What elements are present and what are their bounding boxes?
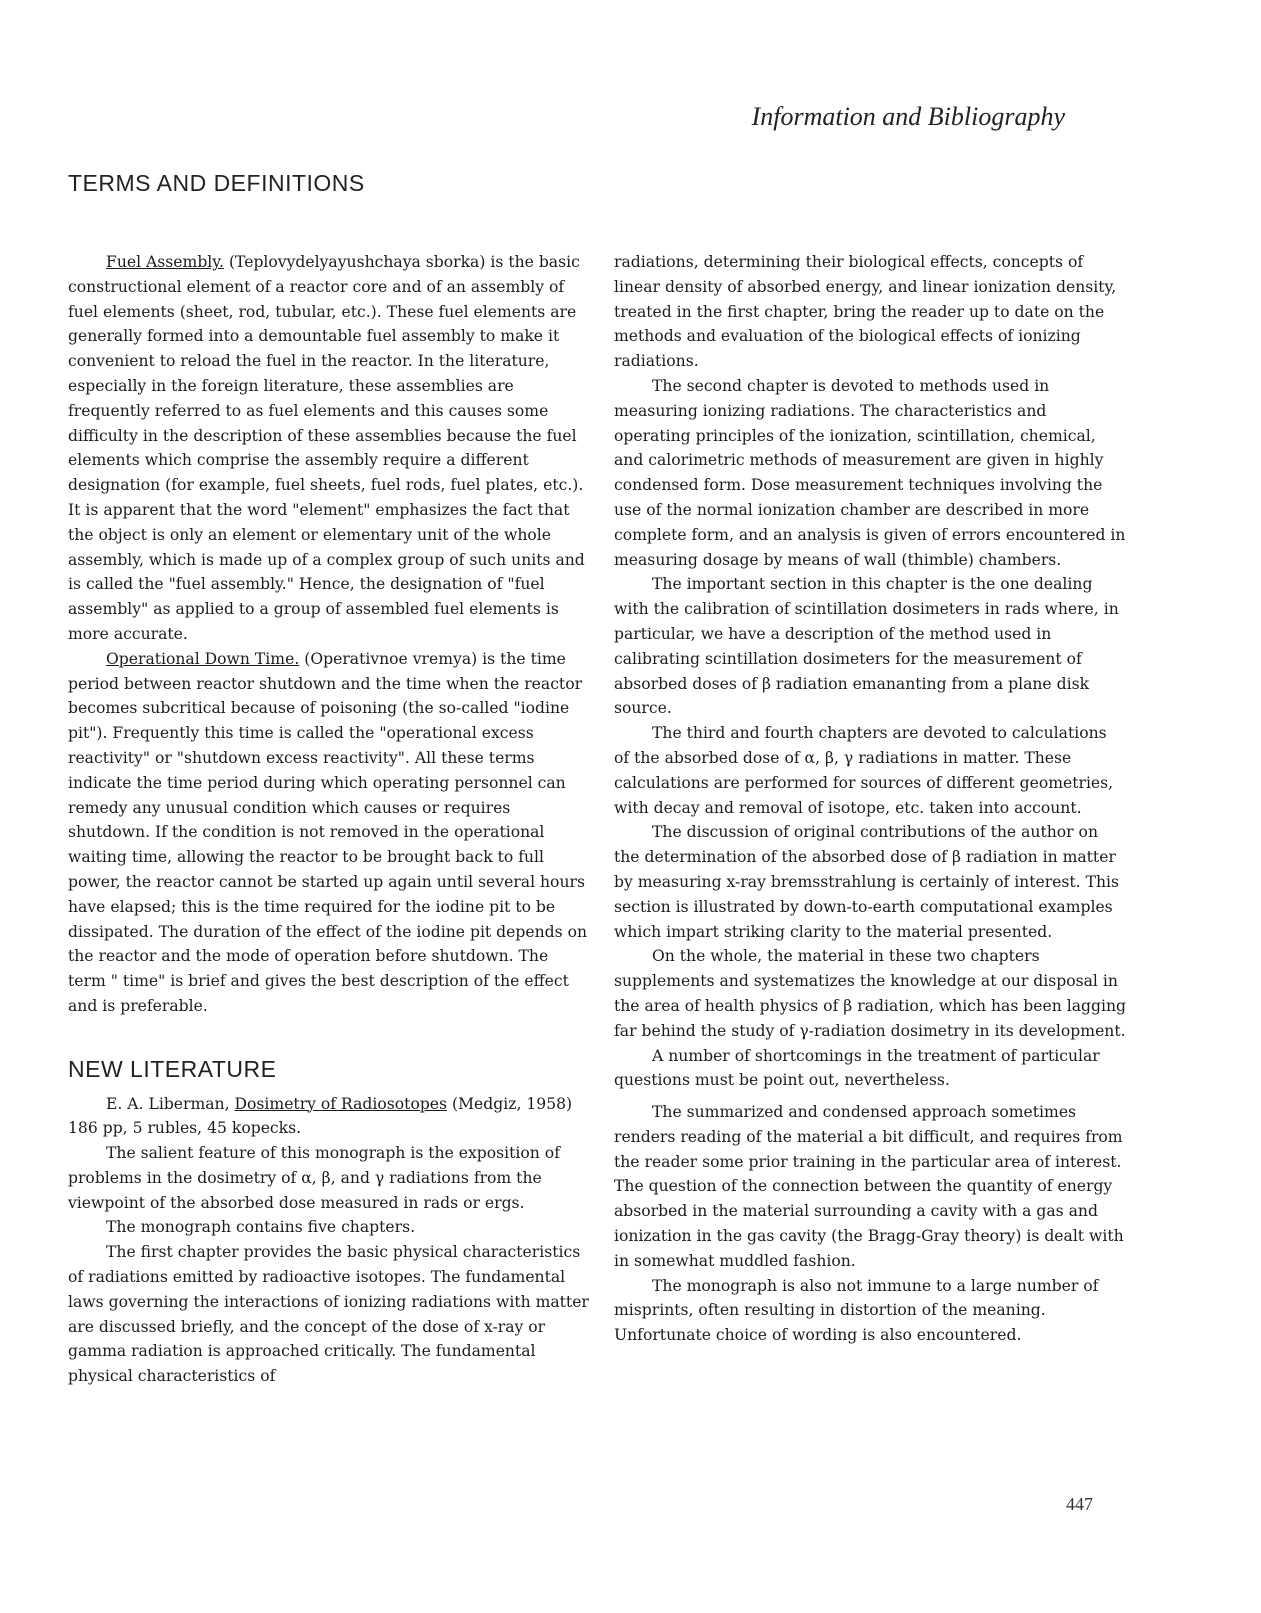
left-column (68, 250, 590, 1389)
page-number: 447 (1066, 1494, 1093, 1514)
review-paragraph: A number of shortcomings in the treatment of particular questions must be point out, nevertheless. (614, 1046, 1100, 1090)
book-citation (68, 1092, 590, 1142)
definition-fuel-assembly (68, 250, 590, 647)
review-paragraph: The salient feature of this monograph is the exposition of problems in the dosimetry of α, β, and γ radiations from the viewpoint of the absorbed dose measured in rads or ergs. (68, 1144, 560, 1212)
definition-operational-down-time (68, 647, 590, 1019)
term-definition: (Teplovydelyayushchaya sborka) is the basic constructional element of a reactor core and of an assembly of fuel elements (sheet, rod, tubular, etc.). These fuel elements are generally formed into a demountable fuel assembly to make it convenient to reload the fuel in the reactor. In the literature, especially in the foreign literature, these assemblies are frequently referred to as fuel elements and this causes some difficulty in the description of these assemblies because the fuel elements which comprise the assembly require a different designation (for example, fuel sheets, fuel rods, fuel plates, etc.). It is apparent that the word "element" emphasizes the fact that the object is only an element or elementary unit of the whole assembly, which is made up of a complex group of such units and is called the "fuel assembly." Hence, the designation of "fuel assembly" as applied to a group of assembled fuel elements is more accurate. (68, 253, 585, 643)
right-column (614, 250, 1126, 1348)
citation-book-title: Dosimetry of Radiosotopes (234, 1094, 448, 1113)
review-paragraph: The second chapter is devoted to methods used in measuring ionizing radiations. The characteristics and operating principles of the ionization, scintillation, chemical, and calorimetric methods of measurement are given in highly condensed form. Dose measurement techniques involving the use of the normal ionization chamber are described in more complete form, and an analysis is given of errors encountered in measuring dosage by means of wall (thimble) chambers. (614, 376, 1126, 569)
citation-details: (Medgiz, 1958) 186 pp, 5 rubles, 45 kopecks. (68, 1094, 573, 1138)
term-label: Operational Down Time. (106, 649, 300, 668)
review-paragraph: The third and fourth chapters are devoted to calculations of the absorbed dose of α, β, γ radiations in matter. These calculations are performed for sources of different geometries, with decay and removal of isotope, etc. taken into account. (614, 724, 1114, 817)
section-title-literature: NEW LITERATURE (68, 1055, 277, 1082)
review-paragraph-continuation: radiations, determining their biological effects, concepts of linear density of absorbed energy, and linear ionization density, treated in the first chapter, bring the reader up to date on the methods and evaluation of the biological effects of ionizing radiations. (614, 253, 1117, 371)
term-definition: (Operativnoe vremya) is the time period between reactor shutdown and the time when the reactor becomes subcritical because of poisoning (the so-called "iodine pit"). Frequently this time is called the "operational excess reactivity" or "shutdown excess reactivity". All these terms indicate the time period during which operating personnel can remedy any unusual condition which causes or requires shutdown. If the condition is not removed in the operational waiting time, allowing the reactor to be brought back to full power, the reactor cannot be started up again until several hours have elapsed; this is the time required for the iodine pit to be dissipated. The duration of the effect of the iodine pit depends on the reactor and the mode of operation before shutdown. The term " time" is brief and gives the best description of the effect and is preferable. (68, 649, 587, 1015)
running-header: Information and Bibliography (751, 102, 1065, 131)
citation-author: E. A. Liberman, (106, 1094, 230, 1113)
review-paragraph: The summarized and condensed approach sometimes renders reading of the material a bit difficult, and requires from the reader some prior training in the particular area of interest. The question of the connection between the quantity of energy absorbed in the material surrounding a cavity with a gas and ionization in the gas cavity (the Bragg-Gray theory) is dealt with in somewhat muddled fashion. (614, 1103, 1124, 1270)
review-paragraph: The monograph contains five chapters. (106, 1218, 416, 1237)
review-paragraph: The monograph is also not immune to a large number of misprints, often resulting in distortion of the meaning. Unfortunate choice of wording is also encountered. (614, 1276, 1099, 1345)
review-paragraph: The discussion of original contributions of the author on the determination of the absorbed dose of β radiation in matter by measuring x-ray bremsstrahlung is certainly of interest. This section is illustrated by down-to-earth computational examples which impart striking clarity to the material presented. (614, 823, 1120, 941)
review-paragraph: The first chapter provides the basic physical characteristics of radiations emitted by radioactive isotopes. The fundamental laws governing the interactions of ionizing radiations with matter are discussed briefly, and the concept of the dose of x-ray or gamma radiation is approached critically. The fundamental physical characteristics of (68, 1243, 589, 1386)
term-label: Fuel Assembly. (106, 253, 224, 271)
review-paragraph: The important section in this chapter is the one dealing with the calibration of scintillation dosimeters in rads where, in particular, we have a description of the method used in calibrating scintillation dosimeters for the measurement of absorbed doses of β radiation emananting from a plane disk source. (614, 575, 1119, 718)
review-paragraph: On the whole, the material in these two chapters supplements and systematizes the knowledge at our disposal in the area of health physics of β radiation, which has been lagging far behind the study of γ-radiation dosimetry in its development. (614, 947, 1126, 1040)
section-title-terms: TERMS AND DEFINITIONS (68, 170, 365, 196)
